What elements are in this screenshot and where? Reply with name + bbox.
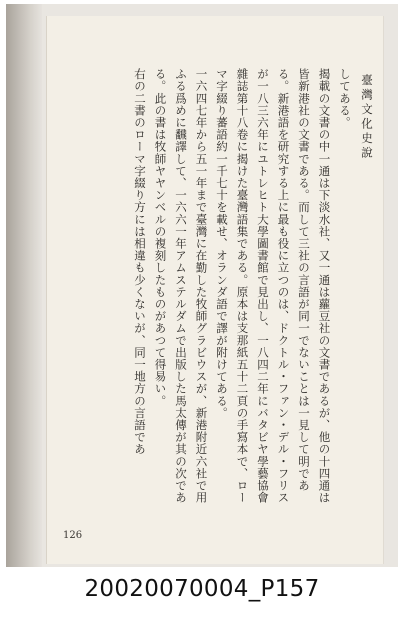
paragraph-3: 一六四七年から五一年まで臺灣に在勤した牧師グラビウスが、新港附近六社で用ふる爲めに飜譯して、一六六一年アムステルダムで出版した馬太傳が其の次である。此の書は牧師ヤヤンベルの複刻したものがあつて得易い。 [153,68,209,504]
book-page [46,16,383,564]
page-number: 126 [63,530,83,541]
image-id-caption: 20020070004_P157 [84,576,320,602]
running-head: 臺灣文化史說 [360,74,374,161]
scanned-book-image [6,4,398,567]
page-content [47,16,383,564]
body-text [65,68,355,508]
paragraph-4: 右の二書のローマ字綴り方には相違も少くないが、同一地方の言語であ [133,68,147,456]
paragraph-1: してある。 [338,68,352,129]
paragraph-2: 揭載の文書の中一通は下淡水社、又一通は蘿豆社の文書であるが、他の十四通は皆新港社の文書である。而して三社の言語が同一でないことは一見して明である。新港語を研究する上に最も役に立つのは、ドクトル・ファン・デル・フリスが一八三六年にユトレヒト大學圖書館で見出し、一八四二年にバタビヤ學藝協會雜誌第十八卷に揭けた臺灣語集である。原本は支那紙五十二頁の手寫本で、ローマ字綴り蕃語約一千七十を載せ、オランダ語で譯が附けてある。 [215,68,332,504]
book-binding-edge [6,4,42,567]
